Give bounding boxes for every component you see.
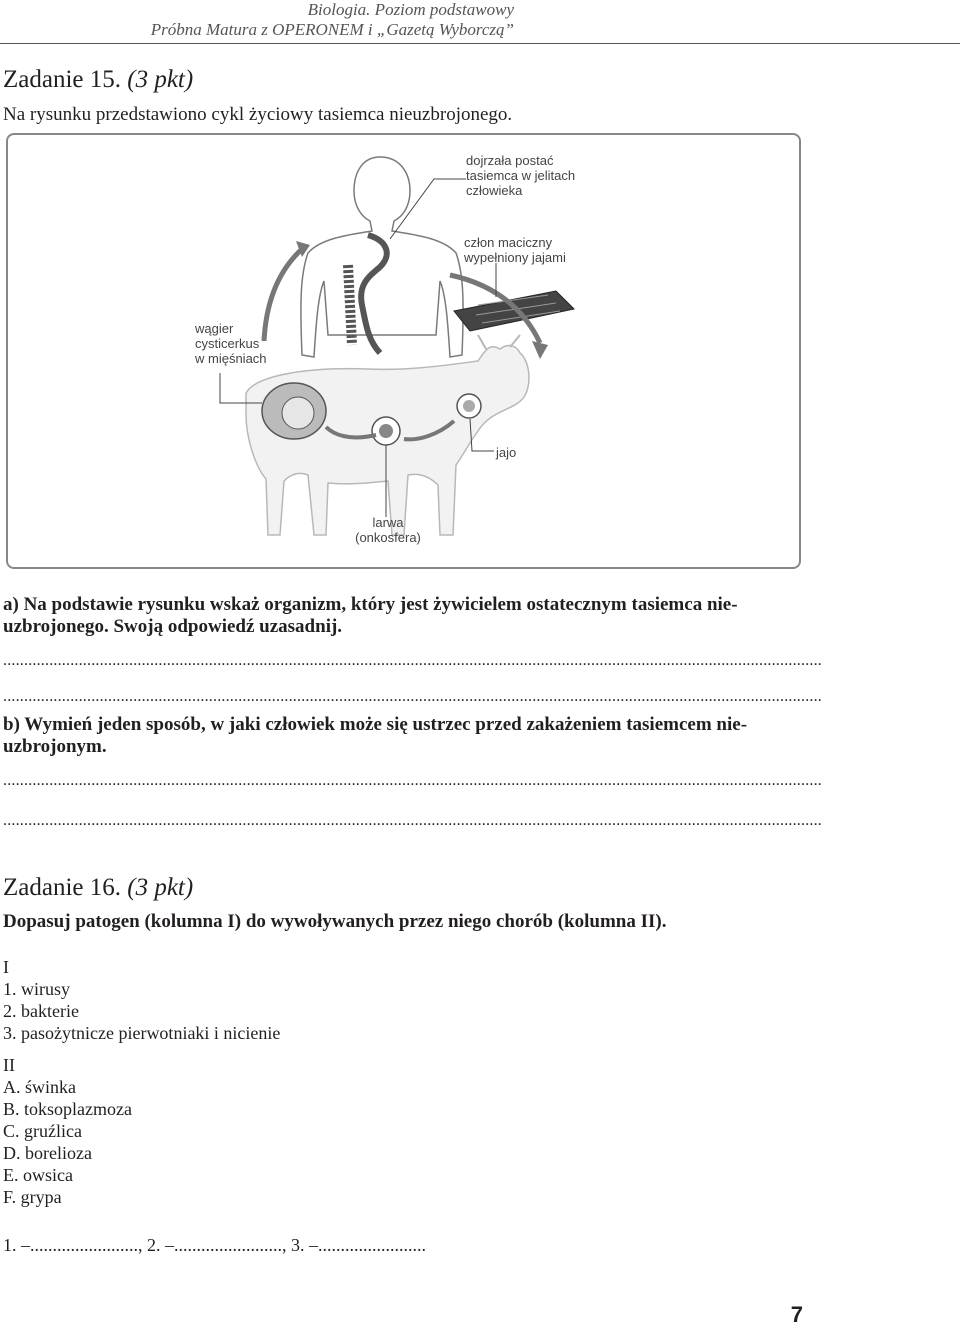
answer-line-b2[interactable]: ................................................................................................................................................................................................... <box>3 812 822 829</box>
task16-points: (3 pkt) <box>127 874 194 901</box>
question-a: a) Na podstawie rysunku wskaż organizm, który jest żywicielem ostatecznym tasiemca nie- uzbrojonego. Swoją odpowiedź uzasadnij. <box>3 594 738 637</box>
lifecycle-illustration <box>8 135 799 567</box>
header-subject: Biologia. Poziom podstawowy <box>307 0 514 19</box>
label-cysticercus: wągier cysticerkus w mięśniach <box>195 321 267 366</box>
column-1-item: 2. bakterie <box>3 1001 79 1021</box>
human-body <box>301 157 463 357</box>
task16-title <box>3 874 193 902</box>
question-b: b) Wymień jeden sposób, w jaki człowiek może się ustrzec przed zakażeniem tasiemcem nie- uzbrojonym. <box>3 714 748 757</box>
label-gravid-segment: człon maciczny wypełniony jajami <box>464 235 566 265</box>
task15-number: Zadanie 15. <box>3 66 122 93</box>
task16-number: Zadanie 16. <box>3 874 122 901</box>
column-2-item: F. grypa <box>3 1187 62 1207</box>
answer-line-a1[interactable]: ................................................................................................................................................................................................... <box>3 652 822 669</box>
label-adult-tapeworm: dojrzała postać tasiemca w jelitach człowieka <box>466 153 576 198</box>
column-2 <box>3 1054 132 1208</box>
task16-answer-line[interactable]: 1. –........................, 2. –........................, 3. –........................ <box>3 1235 426 1255</box>
label-larva: larwa (onkosfera) <box>355 515 421 545</box>
page-number: 7 <box>790 1302 803 1327</box>
gravid-proglottid <box>454 291 574 331</box>
header-rule <box>0 43 960 44</box>
header-exam: Próbna Matura z OPERONEM i „Gazetą Wyborczą” <box>150 20 514 39</box>
column-2-item: D. borelioza <box>3 1143 92 1163</box>
label-egg: jajo <box>496 445 517 460</box>
column-1-header: I <box>3 957 9 977</box>
column-1-item: 1. wirusy <box>3 979 70 999</box>
column-2-item: E. owsica <box>3 1165 73 1185</box>
column-2-header: II <box>3 1055 15 1075</box>
column-1 <box>3 956 280 1044</box>
column-2-item: C. gruźlica <box>3 1121 82 1141</box>
task16-instruction: Dopasuj patogen (kolumna I) do wywoływanych przez niego chorób (kolumna II). <box>3 911 667 932</box>
column-1-item: 3. pasożytnicze pierwotniaki i nicienie <box>3 1023 281 1043</box>
lifecycle-figure <box>6 133 801 569</box>
answer-line-a2[interactable]: ................................................................................................................................................................................................... <box>3 688 822 705</box>
task15-intro: Na rysunku przedstawiono cykl życiowy tasiemca nieuzbrojonego. <box>3 104 513 125</box>
column-2-item: A. świnka <box>3 1077 76 1097</box>
cycle-arrow-left <box>264 249 302 341</box>
task15-title <box>3 66 193 94</box>
column-2-item: B. toksoplazmoza <box>3 1099 132 1119</box>
answer-line-b1[interactable]: ................................................................................................................................................................................................... <box>3 772 822 789</box>
task15-points: (3 pkt) <box>127 66 194 93</box>
